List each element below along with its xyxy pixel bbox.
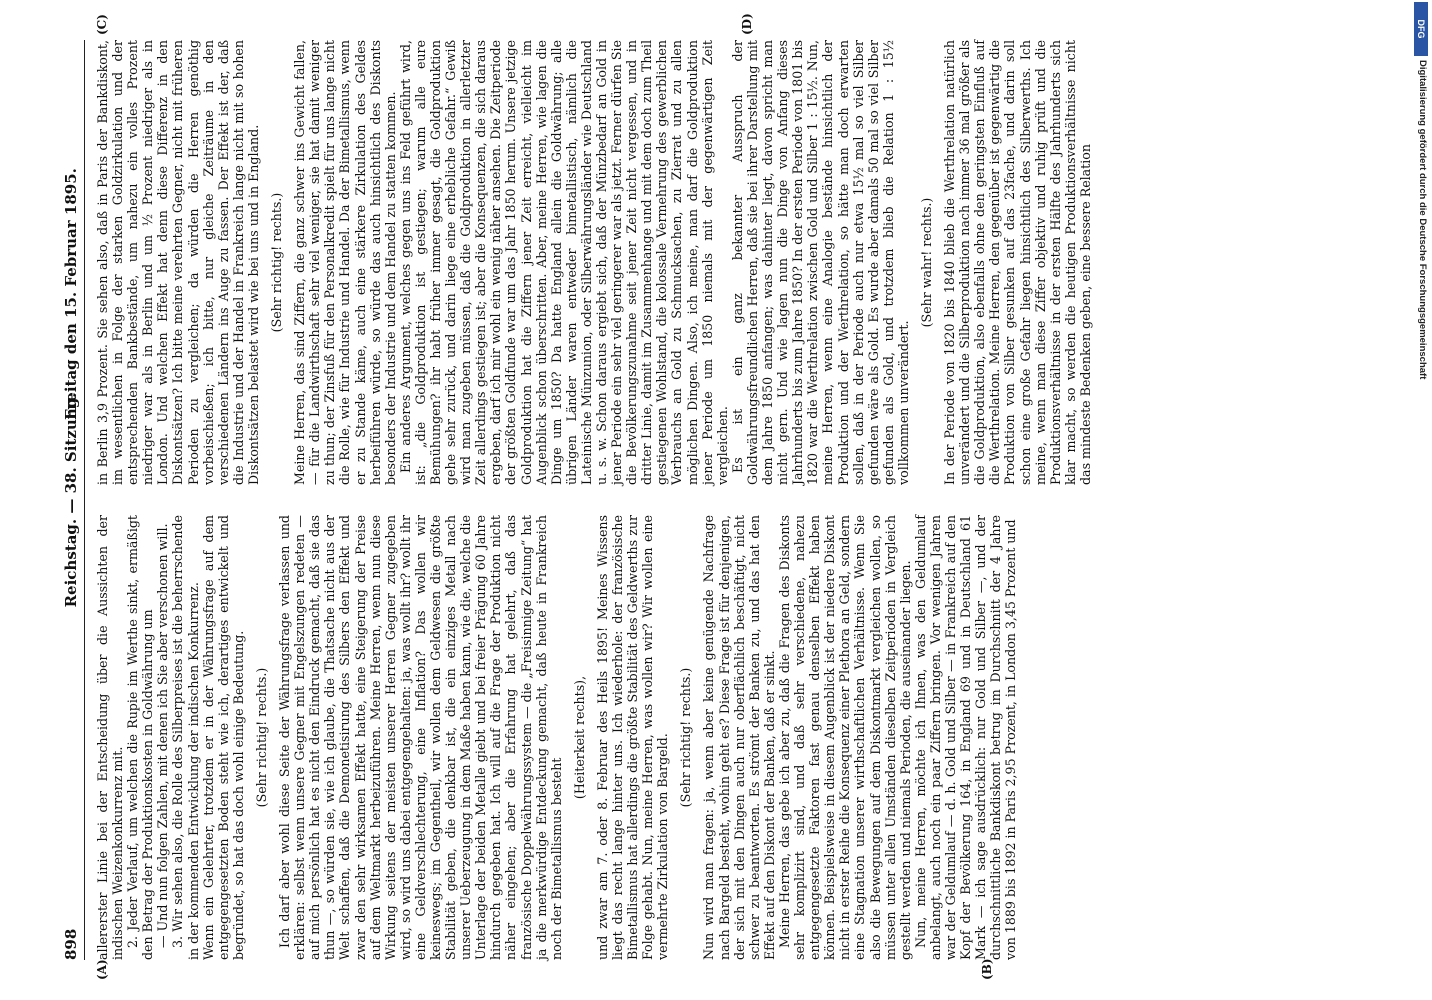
paragraph: und zwar am 7. oder 8. Februar des Heils 1895! Meines Wissens liegt das recht lange hinter uns. Ich wiederhole: der französische Bimetallismus hat allerdings die größte Stabilität des Geldwerths zur Folge gehabt. Nun, meine Herren, was wollen wir? Wir wollen eine vermehrte Zirkulation von Bargeld.: [594, 515, 671, 960]
paragraph: Meine Herren, das gebe ich aber zu, daß die Fragen des Diskonts sehr komplizirt sind, und daß sehr verschiedene, nahezu entgegengesetzte Faktoren fast genau denselben Effekt haben können. Beispielsweise in diesem Augenblick ist der niedere Diskont nicht in erster Reihe die Konsequenz einer Plethora an Geld, sondern eine Stagnation unserer wirthschaftlichen Verhältnisse. Wenn Sie also die Bewegungen auf dem Diskontmarkt vergleichen wollen, so müssen unter allen Umständen dieselben Zeitperioden in Vergleich gestellt werden und niemals Perioden, die auseinander liegen.: [776, 515, 913, 960]
paragraph: 3. Wir sehen also, die Rolle des Silberpreises ist die beherrschende in der kommenden Entwicklung der indischen Konkurrenz.: [170, 515, 201, 960]
paragraph: Es ist ein ganz bekannter Ausspruch der Goldwährungsfreundlichen Herren, daß sie bei ihrer Darstellung mit dem Jahre 1850 anfangen; was dahinter liegt, davon spricht man nicht gern. Und wie lagen nun die Dinge von Anfang dieses Jahrhunderts bis zum Jahre 1850? In der ersten Periode von 1801 bis 1820 war die Werthrelation zwischen Gold und Silber 1 : 15½. Nun, meine Herren, wenn eine Analogie bestände hinsichtlich der Produktion und der Werthrelation, so hätte man doch erwarten sollen, daß in der Periode auch nur etwa 15½ mal so viel Silber gefunden wäre als Gold. Es wurde aber damals 50 mal so viel Silber gefunden als Gold, und trotzdem blieb die Relation 1 : 15½ vollkommen unverändert.: [729, 40, 911, 485]
left-column: [95, 515, 1018, 960]
margin-marker-a: (A): [95, 959, 109, 980]
interjection: (Sehr richtig! rechts.): [678, 667, 694, 808]
paragraph: Ein anderes Argument, welches gegen uns ins Feld geführt wird, ist: „die Goldproduktion ist gestiegen; warum alle eure Bemühungen? ihr habt früher immer gesagt, die Goldproduktion gehe sehr zurück, und darin liege eine erhebliche Gefahr.“ Gewiß wird man zugeben müssen, daß die Goldproduktion in allerletzter Zeit allerdings gestiegen ist; aber die Konsequenzen, die sich daraus ergeben, darf ich mir wohl ein wenig näher ansehen. Die Zeitperiode der größten Goldfunde war um das Jahr 1850 herum. Unsere jetzige Goldproduktion hat die Ziffern jener Zeit erreicht, vielleicht im Augenblick schon überschritten. Aber, meine Herren, wie lagen die Dinge um 1850? Da hatte England allein die Goldwährung; alle übrigen Länder waren entweder bimetallistisch, nämlich die Lateinische Münzunion, oder Silberwährungsländer wie Deutschland u. s. w. Schon daraus ergiebt sich, daß der Münzbedarf an Gold in jener Periode ein sehr viel geringerer war als jetzt. Ferner dürfen Sie die Bevölkerungszunahme seit jener Zeit nicht vergessen, und in dritter Linie, damit im Zusammenhange und mit dem doch zum Theil gestiegenen Wohlstand, die kolossale Vermehrung des gewerblichen Verbrauchs an Gold zu Schmucksachen, zu Zierrat und zu allen möglichen Dingen. Also, ich meine, man darf die Goldproduktion jener Periode um 1850 niemals mit der gegenwärtigen Zeit vergleichen.: [397, 40, 730, 485]
paragraph: Meine Herren, das sind Ziffern, die ganz schwer ins Gewicht fallen, — für die Landwirthschaft sehr viel weniger, sie hat damit weniger zu thun; der Zinsfuß für den Personalkredit spielt für uns lange nicht die Rolle, wie für Industrie und Handel. Da der Bimetallismus, wenn er zu Stande käme, auch eine stärkere Zirkulation des Geldes herbeiführen würde, so würde das auch hinsichtlich des Diskonts besonders der Industrie und dem Handel zu statten kommen.: [292, 40, 398, 485]
right-column: [95, 40, 1093, 485]
digitization-credit: [1412, 60, 1428, 1000]
digitization-credit-text: Digitalisierung gefördert durch die Deutsche Forschungsgemeinschaft: [1417, 60, 1428, 380]
paragraph: Nun, meine Herren, möchte ich Ihnen, was den Geldumlauf anbelangt, auch noch ein paar Ziffern bringen. Vor wenigen Jahren war der Geldumlauf — d. h. Gold und Silber — in Frankreich auf den Kopf der Bevölkerung 164, in England 69 und in Deutschland 61 Mark — ich sage ausdrücklich: nur Gold und Silber —, und der durchschnittliche Bankdiskont betrug im Durchschnitt der 4 Jahre von 1889 bis 1892 in Paris 2,95 Prozent, in London 3,45 Prozent und: [912, 515, 1019, 960]
interjection: (Sehr richtig! rechts.): [269, 192, 285, 333]
running-header: [60, 40, 85, 960]
interjection: (Sehr wahr! rechts.): [918, 197, 934, 328]
paragraph: 2. Jeder Verlauf, um welchen die Rupie im Werthe sinkt, ermäßigt den Betrag der Produktionskosten in Goldwährung um: [125, 515, 156, 960]
paragraph: Nun wird man fragen: ja, wenn aber keine genügende Nachfrage nach Bargeld besteht, wohin geht es? Diese Frage ist für denjenigen, der sich mit den Dingen auch nur oberflächlich beschäftigt, nicht schwer zu beantworten. Es strömt der Banken zu, und das hat den Effekt auf den Diskont der Banken, daß er sinkt.: [701, 515, 777, 960]
interjection: (Sehr richtig! rechts.): [253, 667, 269, 808]
interjection: (Heiterkeit rechts),: [571, 675, 587, 800]
header-title: Reichstag. — 38. Sitzung.: [62, 392, 80, 608]
paragraph: In der Periode von 1820 bis 1840 blieb die Werthrelation natürlich unverändert und die Silberproduktion nach immer 36 mal größer als die Goldproduktion, also ebenfalls ohne den geringsten Einfluß auf die Werthrelation. Meine Herren, den gegenüber ist gegenwärtig die Produktion von Silber gesunken auf das 23fache, und darin soll schon eine große Gefahr liegen hinsichtlich des Silberwerths. Ich meine, wenn man diese Ziffer objektiv und ruhig prüft und die Produktionsverhältnisse in der ersten Hälfte des Jahrhunderts sich klar macht, so werden die heutigen Produktionsverhältnisse nicht das mindeste Bedenken geben, eine bessere Relation: [942, 40, 1093, 485]
paragraph: in Berlin 3,9 Prozent. Sie sehen also, daß in Paris der Bankdiskont, im wesentlichen in Folge der starken Goldzirkulation und der entsprechenden Bankbestände, um nahezu ein volles Prozent niedriger war als in Berlin und um ½ Prozent niedriger als in London. Und welchen Effekt hat denn diese Differenz in den Diskontsätzen? Ich bitte meine verehrten Gegner, nicht mit früheren Perioden zu vergleichen; da würden die Herren genöthig vorbeischießen; ich bitte, nur gleiche Zeiträume in den verschiedenen Ländern ins Auge zu fassen. Der Effekt ist der, daß die Industrie und der Handel in Frankreich lange nicht mit so hohen Diskontsätzen belastet wird wie bei uns und in England.: [95, 40, 261, 485]
dfg-logo-text: DFG: [1416, 19, 1426, 39]
dfg-logo: [1414, 2, 1428, 56]
margin-marker-b: (B): [980, 958, 994, 980]
header-date: Freitag den 15. Februar 1895.: [62, 168, 80, 420]
margin-marker-d: (D): [740, 13, 754, 35]
paragraph: allererster Linie bei der Entscheidung über die Aussichten der indischen Weizenkonkurrenz mit.: [95, 515, 126, 960]
paragraph: Wenn ein Gelehrter, trotzdem er in der Währungsfrage auf dem entgegengesetzten Boden steht wie ich, derartiges entwickelt und begründet, so hat das doch wohl einige Bedeutung.: [200, 515, 246, 960]
paragraph: — Und nun folgen Zahlen, mit denen ich Sie aber verschonen will.: [155, 523, 171, 948]
page-number: 898: [62, 928, 80, 960]
margin-marker-c: (C): [95, 14, 109, 35]
paragraph: Ich darf aber wohl diese Seite der Währungsfrage verlassen und erklären: selbst wenn unsere Gegner mit Engelszungen redeten — auf mich persönlich hat es nicht den Eindruck gemacht, daß sie das thun —, so würden sie, wie ich glaube, die Thatsache nicht aus der Welt schaffen, daß die Demonetisirung des Silbers den Effekt und zwar den sehr wirksamen Effekt hatte, eine Steigerung der Preise auf dem Weltmarkt herbeizuführen. Meine Herren, wenn nun diese Wirkung seitens der meisten unserer Herren Gegner zugegeben wird, so wird uns dabei entgegengehalten: ja, was wollt ihr? wollt ihr eine Geldverschlechterung, eine Inflation? Das wollen wir keineswegs; im Gegentheil, wir wollen dem Geldwesen die größte Stabilität geben, die denkbar ist, die ein einziges Metall nach unserer Ueberzeugung in dem Maße haben kann, wie die, welche die Unterlage der beiden Metalle giebt und bei freier Prägung 60 Jahre hindurch gegeben hat. Ich will auf die Frage der Produktion nicht näher eingehen; aber die Erfahrung hat gelehrt, daß das französische Doppelwährungssystem — die „Freisinnige Zeitung“ hat ja die merkwürdige Entdeckung gemacht, daß heute in Frankreich noch der Bimetallismus besteht: [277, 515, 564, 960]
